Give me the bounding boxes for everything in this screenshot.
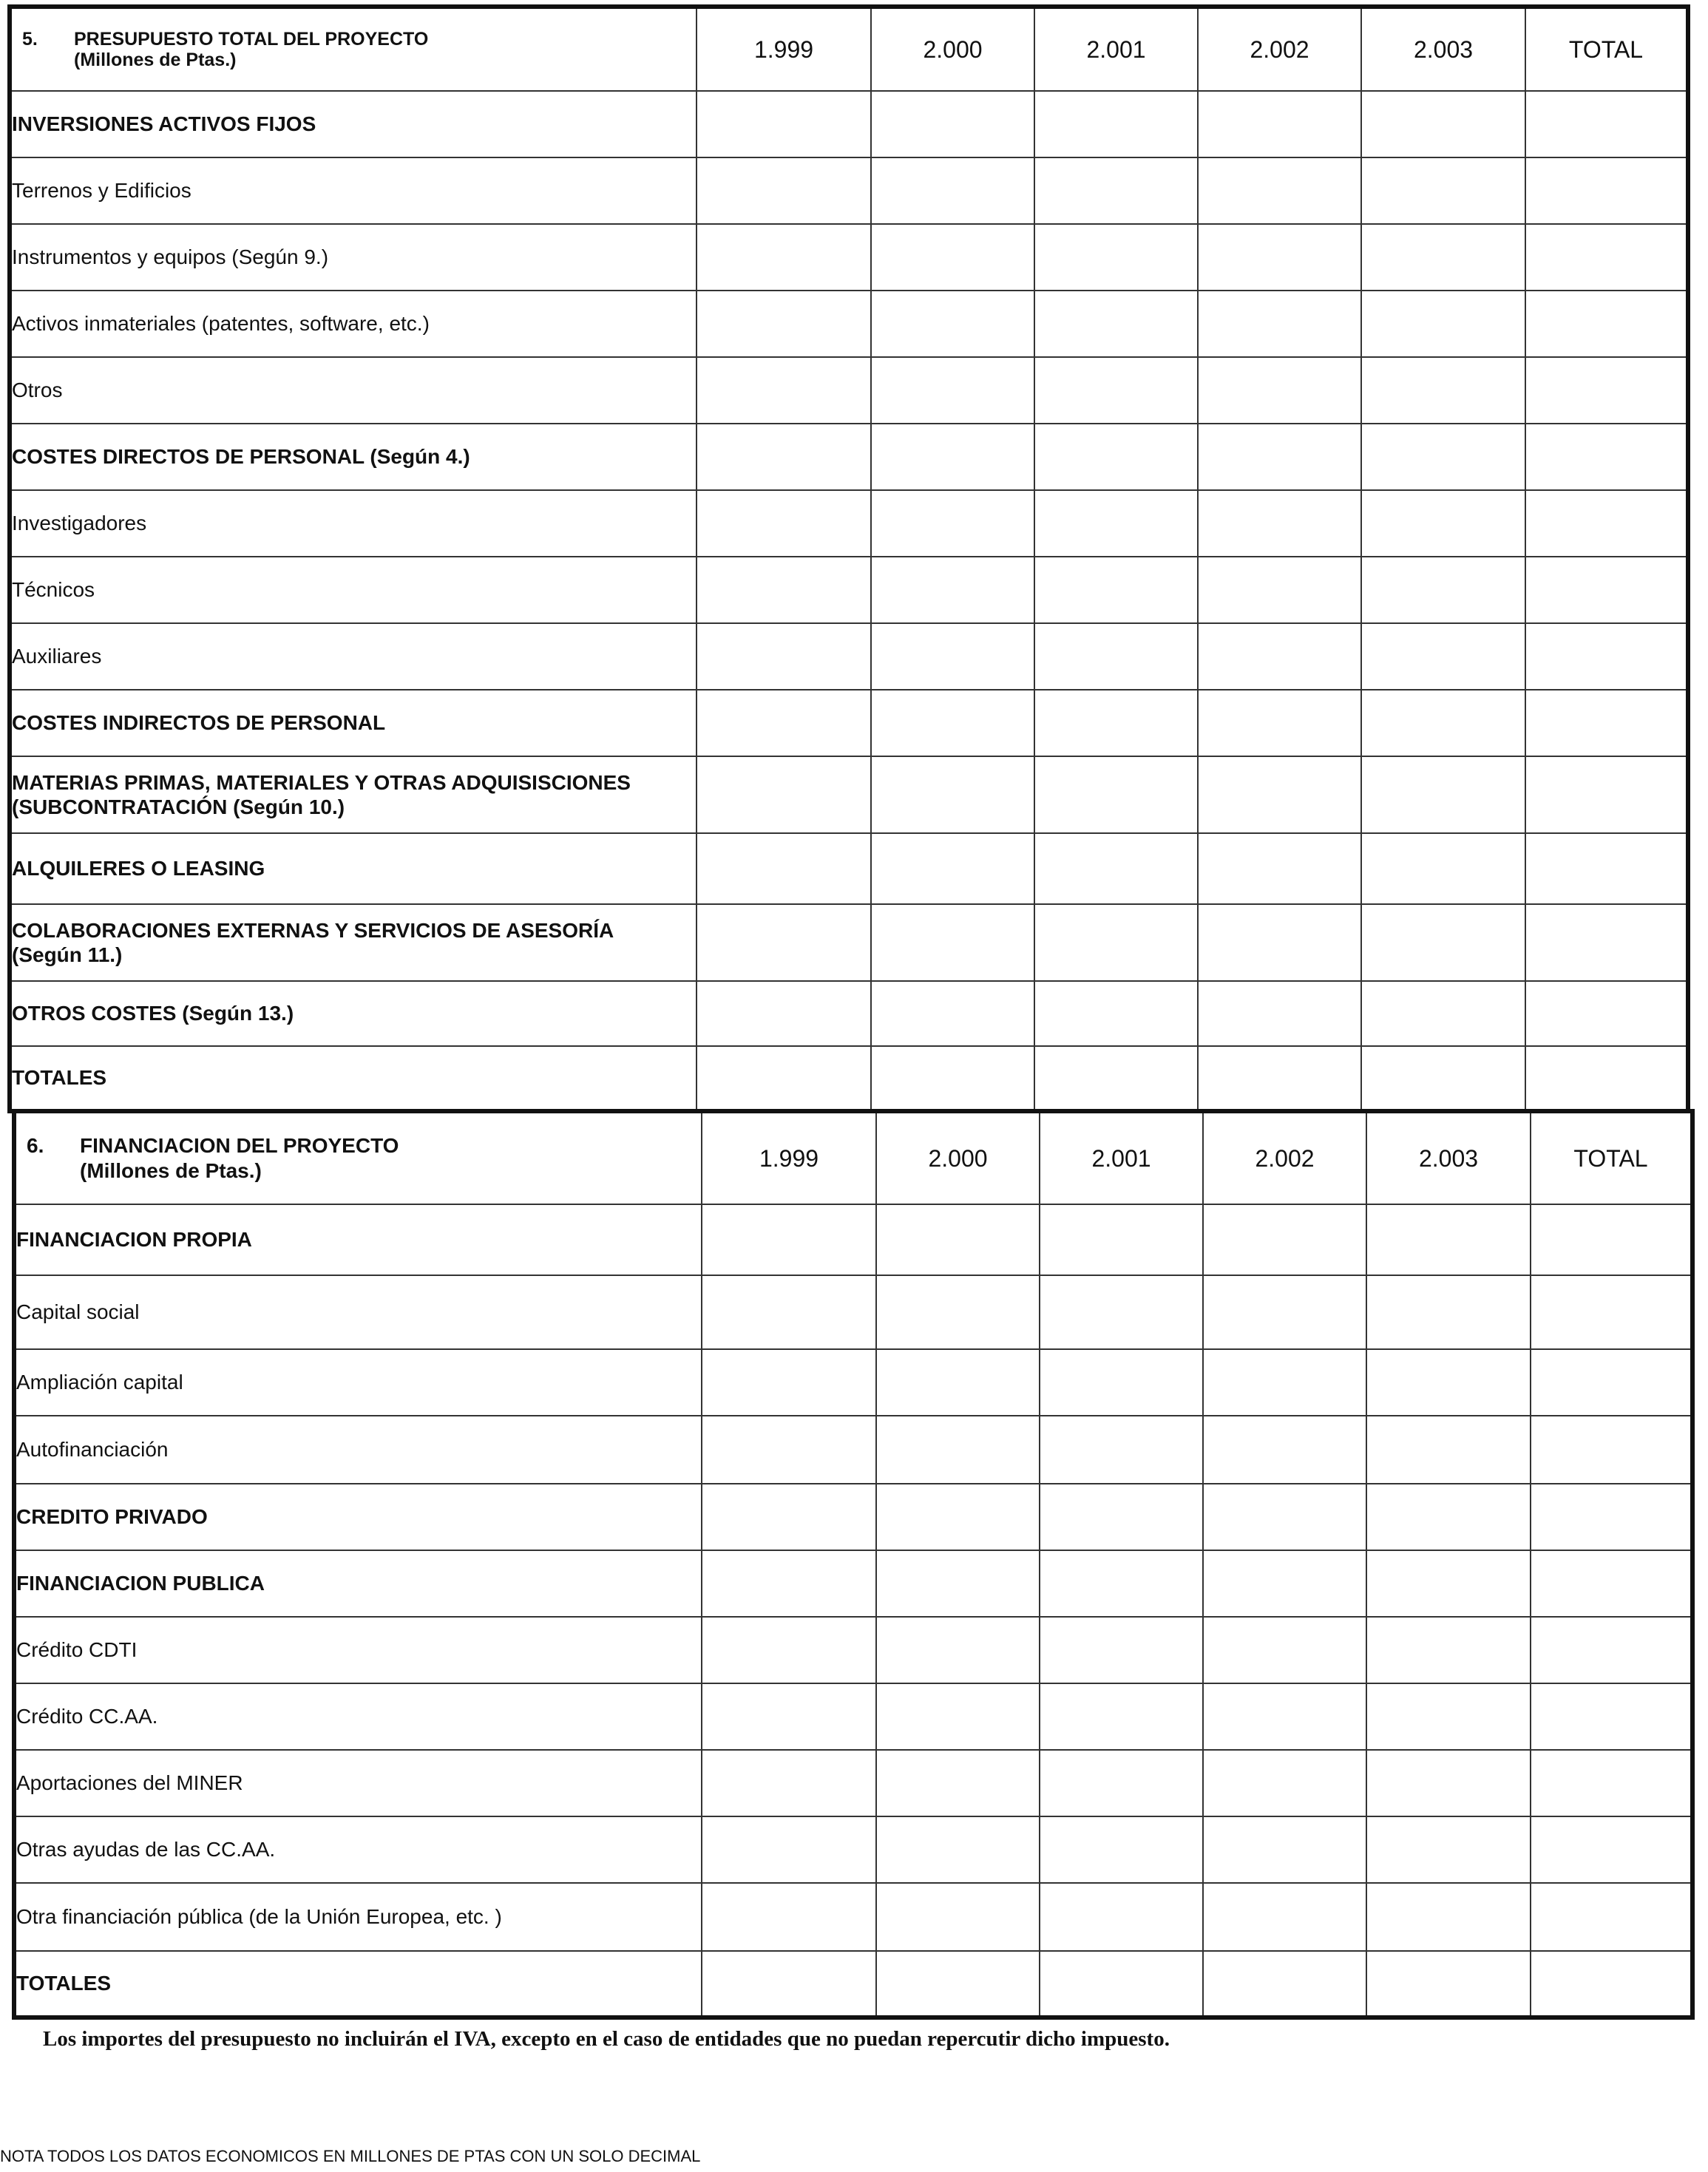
input-cell[interactable] [1366, 1750, 1531, 1816]
input-cell[interactable] [697, 756, 871, 833]
budget-row [10, 224, 1688, 291]
input-cell[interactable] [1361, 557, 1525, 623]
row-label-totales: TOTALES [14, 1951, 702, 2017]
input-cell[interactable] [1040, 1617, 1203, 1683]
input-cell[interactable] [1525, 157, 1688, 224]
budget-title: PRESUPUESTO TOTAL DEL PROYECTO [74, 29, 429, 50]
input-cell[interactable] [876, 1416, 1040, 1484]
total-cell[interactable] [1203, 1951, 1366, 2017]
input-cell[interactable] [697, 424, 871, 490]
input-cell[interactable] [1525, 224, 1688, 291]
input-cell[interactable] [1198, 91, 1361, 157]
input-cell[interactable] [1366, 1349, 1531, 1416]
input-cell[interactable] [871, 756, 1034, 833]
input-cell[interactable] [1531, 1617, 1692, 1683]
budget-row [10, 557, 1688, 623]
input-cell[interactable] [1361, 91, 1525, 157]
input-cell[interactable] [871, 291, 1034, 357]
input-cell[interactable] [1034, 981, 1198, 1046]
column-header-2000: 2.000 [876, 1111, 1040, 1204]
input-cell[interactable] [876, 1204, 1040, 1275]
total-cell[interactable] [1198, 1046, 1361, 1111]
financing-row [14, 1349, 1692, 1416]
input-cell[interactable] [1361, 291, 1525, 357]
input-cell[interactable] [1366, 1550, 1531, 1617]
input-cell[interactable] [876, 1484, 1040, 1550]
input-cell[interactable] [697, 981, 871, 1046]
input-cell[interactable] [697, 490, 871, 557]
input-cell[interactable] [702, 1349, 876, 1416]
input-cell[interactable] [697, 291, 871, 357]
financing-row [14, 1816, 1692, 1883]
input-cell[interactable] [1361, 690, 1525, 756]
budget-header-row [10, 7, 1688, 91]
row-label-costes-directos-personal: COSTES DIRECTOS DE PERSONAL (Según 4.) [10, 424, 697, 490]
input-cell[interactable] [1203, 1275, 1366, 1349]
input-cell[interactable] [1040, 1204, 1203, 1275]
budget-row [10, 424, 1688, 490]
row-label-costes-indirectos-personal: COSTES INDIRECTOS DE PERSONAL [10, 690, 697, 756]
input-cell[interactable] [871, 623, 1034, 690]
input-cell[interactable] [871, 557, 1034, 623]
input-cell[interactable] [702, 1883, 876, 1951]
input-cell[interactable] [1366, 1484, 1531, 1550]
input-cell[interactable] [1040, 1883, 1203, 1951]
financing-header-row [14, 1111, 1692, 1204]
input-cell[interactable] [871, 357, 1034, 424]
input-cell[interactable] [1525, 623, 1688, 690]
input-cell[interactable] [702, 1204, 876, 1275]
budget-row [10, 291, 1688, 357]
input-cell[interactable] [1198, 291, 1361, 357]
input-cell[interactable] [876, 1349, 1040, 1416]
budget-units: (Millones de Ptas.) [74, 50, 237, 70]
input-cell[interactable] [1034, 557, 1198, 623]
budget-table [7, 4, 1690, 1113]
input-cell[interactable] [1525, 981, 1688, 1046]
input-cell[interactable] [1361, 224, 1525, 291]
input-cell[interactable] [1361, 756, 1525, 833]
section-number: 6. [27, 1134, 44, 1157]
input-cell[interactable] [1366, 1204, 1531, 1275]
input-cell[interactable] [702, 1416, 876, 1484]
decimal-note: NOTA TODOS LOS DATOS ECONOMICOS EN MILLONES DE PTAS CON UN SOLO DECIMAL [0, 2147, 701, 2165]
input-cell[interactable] [1366, 1816, 1531, 1883]
total-cell[interactable] [1361, 1046, 1525, 1111]
input-cell[interactable] [1361, 833, 1525, 904]
financing-totals-row [14, 1951, 1692, 2017]
row-label-autofinanciacion: Autofinanciación [14, 1416, 702, 1484]
input-cell[interactable] [1203, 1416, 1366, 1484]
input-cell[interactable] [1531, 1484, 1692, 1550]
input-cell[interactable] [1040, 1750, 1203, 1816]
input-cell[interactable] [1198, 690, 1361, 756]
budget-row [10, 623, 1688, 690]
input-cell[interactable] [1034, 91, 1198, 157]
financing-row [14, 1617, 1692, 1683]
row-label-terrenos-edificios: Terrenos y Edificios [10, 157, 697, 224]
column-header-2002: 2.002 [1203, 1111, 1366, 1204]
row-label-inversiones-activos-fijos: INVERSIONES ACTIVOS FIJOS [10, 91, 697, 157]
row-label-financiacion-publica: FINANCIACION PUBLICA [14, 1550, 702, 1617]
input-cell[interactable] [1198, 833, 1361, 904]
column-header-2001: 2.001 [1040, 1111, 1203, 1204]
input-cell[interactable] [876, 1617, 1040, 1683]
budget-row [10, 490, 1688, 557]
input-cell[interactable] [697, 557, 871, 623]
total-cell[interactable] [871, 1046, 1034, 1111]
input-cell[interactable] [871, 424, 1034, 490]
input-cell[interactable] [702, 1617, 876, 1683]
row-label-otros-costes: OTROS COSTES (Según 13.) [10, 981, 697, 1046]
input-cell[interactable] [871, 690, 1034, 756]
budget-totals-row [10, 1046, 1688, 1111]
input-cell[interactable] [1525, 557, 1688, 623]
row-label-otra-financiacion-publica: Otra financiación pública (de la Unión Europea, etc. ) [14, 1883, 702, 1951]
input-cell[interactable] [697, 224, 871, 291]
financing-row [14, 1750, 1692, 1816]
input-cell[interactable] [1366, 1416, 1531, 1484]
column-header-2002: 2.002 [1198, 7, 1361, 91]
financing-row [14, 1683, 1692, 1750]
column-header-2000: 2.000 [871, 7, 1034, 91]
input-cell[interactable] [1525, 833, 1688, 904]
input-cell[interactable] [697, 690, 871, 756]
input-cell[interactable] [697, 157, 871, 224]
input-cell[interactable] [1034, 490, 1198, 557]
input-cell[interactable] [1531, 1416, 1692, 1484]
input-cell[interactable] [1198, 357, 1361, 424]
input-cell[interactable] [1198, 224, 1361, 291]
total-cell[interactable] [1531, 1951, 1692, 2017]
input-cell[interactable] [871, 833, 1034, 904]
input-cell[interactable] [876, 1683, 1040, 1750]
input-cell[interactable] [876, 1750, 1040, 1816]
input-cell[interactable] [1040, 1275, 1203, 1349]
input-cell[interactable] [1366, 1883, 1531, 1951]
input-cell[interactable] [1203, 1484, 1366, 1550]
budget-row [10, 833, 1688, 904]
column-header-1999: 1.999 [702, 1111, 876, 1204]
row-label-instrumentos-equipos: Instrumentos y equipos (Según 9.) [10, 224, 697, 291]
input-cell[interactable] [1203, 1349, 1366, 1416]
input-cell[interactable] [1198, 623, 1361, 690]
input-cell[interactable] [1361, 623, 1525, 690]
input-cell[interactable] [1525, 424, 1688, 490]
input-cell[interactable] [702, 1484, 876, 1550]
row-label-credito-ccaa: Crédito CC.AA. [14, 1683, 702, 1750]
input-cell[interactable] [1366, 1683, 1531, 1750]
input-cell[interactable] [1034, 904, 1198, 981]
input-cell[interactable] [1198, 424, 1361, 490]
budget-row [10, 357, 1688, 424]
input-cell[interactable] [1531, 1275, 1692, 1349]
input-cell[interactable] [702, 1550, 876, 1617]
input-cell[interactable] [876, 1550, 1040, 1617]
input-cell[interactable] [1040, 1349, 1203, 1416]
budget-row [10, 904, 1688, 981]
input-cell[interactable] [871, 490, 1034, 557]
input-cell[interactable] [1034, 833, 1198, 904]
input-cell[interactable] [697, 833, 871, 904]
row-label-tecnicos: Técnicos [10, 557, 697, 623]
row-label-materias-primas: MATERIAS PRIMAS, MATERIALES Y OTRAS ADQUISISCIONES (SUBCONTRATACIÓN (Según 10.) [10, 756, 697, 833]
column-header-2003: 2.003 [1366, 1111, 1531, 1204]
input-cell[interactable] [1531, 1550, 1692, 1617]
row-label-totales: TOTALES [10, 1046, 697, 1111]
input-cell[interactable] [1198, 557, 1361, 623]
input-cell[interactable] [1531, 1349, 1692, 1416]
input-cell[interactable] [871, 904, 1034, 981]
row-label-activos-inmateriales: Activos inmateriales (patentes, software, etc.) [10, 291, 697, 357]
total-cell[interactable] [697, 1046, 871, 1111]
budget-row [10, 756, 1688, 833]
input-cell[interactable] [1531, 1204, 1692, 1275]
input-cell[interactable] [1361, 357, 1525, 424]
input-cell[interactable] [1198, 756, 1361, 833]
input-cell[interactable] [876, 1816, 1040, 1883]
vat-note: Los importes del presupuesto no incluirán el IVA, excepto en el caso de entidades que no puedan repercutir dicho impuesto. [43, 2027, 1170, 2051]
financing-row [14, 1484, 1692, 1550]
input-cell[interactable] [702, 1275, 876, 1349]
input-cell[interactable] [1034, 623, 1198, 690]
input-cell[interactable] [697, 357, 871, 424]
input-cell[interactable] [1034, 157, 1198, 224]
input-cell[interactable] [1034, 756, 1198, 833]
input-cell[interactable] [1531, 1816, 1692, 1883]
input-cell[interactable] [1531, 1883, 1692, 1951]
input-cell[interactable] [1525, 357, 1688, 424]
input-cell[interactable] [1198, 157, 1361, 224]
column-header-1999: 1.999 [697, 7, 871, 91]
financing-row [14, 1275, 1692, 1349]
financing-units: (Millones de Ptas.) [80, 1159, 262, 1182]
row-label-aportaciones-miner: Aportaciones del MINER [14, 1750, 702, 1816]
column-header-total: TOTAL [1525, 7, 1688, 91]
input-cell[interactable] [1203, 1617, 1366, 1683]
input-cell[interactable] [702, 1683, 876, 1750]
total-cell[interactable] [702, 1951, 876, 2017]
budget-row [10, 157, 1688, 224]
financing-table [12, 1109, 1695, 2020]
input-cell[interactable] [1203, 1883, 1366, 1951]
row-label-alquileres-leasing: ALQUILERES O LEASING [10, 833, 697, 904]
input-cell[interactable] [1040, 1484, 1203, 1550]
input-cell[interactable] [1366, 1275, 1531, 1349]
input-cell[interactable] [1040, 1416, 1203, 1484]
financing-row [14, 1416, 1692, 1484]
input-cell[interactable] [1034, 357, 1198, 424]
financing-title: FINANCIACION DEL PROYECTO [80, 1134, 399, 1157]
input-cell[interactable] [1366, 1617, 1531, 1683]
row-label-otros: Otros [10, 357, 697, 424]
budget-row [10, 91, 1688, 157]
total-cell[interactable] [1525, 1046, 1688, 1111]
input-cell[interactable] [1525, 690, 1688, 756]
input-cell[interactable] [1040, 1550, 1203, 1617]
input-cell[interactable] [1034, 224, 1198, 291]
budget-row [10, 690, 1688, 756]
input-cell[interactable] [702, 1816, 876, 1883]
input-cell[interactable] [876, 1883, 1040, 1951]
financing-row [14, 1204, 1692, 1275]
input-cell[interactable] [1198, 490, 1361, 557]
budget-row [10, 981, 1688, 1046]
input-cell[interactable] [1361, 904, 1525, 981]
input-cell[interactable] [1203, 1550, 1366, 1617]
input-cell[interactable] [871, 157, 1034, 224]
total-cell[interactable] [1040, 1951, 1203, 2017]
input-cell[interactable] [1040, 1816, 1203, 1883]
row-label-auxiliares: Auxiliares [10, 623, 697, 690]
input-cell[interactable] [876, 1275, 1040, 1349]
input-cell[interactable] [1361, 157, 1525, 224]
column-header-2003: 2.003 [1361, 7, 1525, 91]
input-cell[interactable] [697, 904, 871, 981]
financing-row [14, 1883, 1692, 1951]
row-label-colaboraciones-externas: COLABORACIONES EXTERNAS Y SERVICIOS DE ASESORÍA (Según 11.) [10, 904, 697, 981]
input-cell[interactable] [1525, 490, 1688, 557]
column-header-2001: 2.001 [1034, 7, 1198, 91]
input-cell[interactable] [1525, 91, 1688, 157]
input-cell[interactable] [1040, 1683, 1203, 1750]
input-cell[interactable] [702, 1750, 876, 1816]
total-cell[interactable] [1034, 1046, 1198, 1111]
input-cell[interactable] [1203, 1204, 1366, 1275]
row-label-credito-cdti: Crédito CDTI [14, 1617, 702, 1683]
input-cell[interactable] [871, 91, 1034, 157]
total-cell[interactable] [1366, 1951, 1531, 2017]
input-cell[interactable] [1361, 424, 1525, 490]
financing-title-cell [14, 1111, 702, 1204]
row-label-otras-ayudas-ccaa: Otras ayudas de las CC.AA. [14, 1816, 702, 1883]
input-cell[interactable] [1531, 1750, 1692, 1816]
input-cell[interactable] [1034, 424, 1198, 490]
input-cell[interactable] [1531, 1683, 1692, 1750]
input-cell[interactable] [697, 623, 871, 690]
input-cell[interactable] [871, 224, 1034, 291]
input-cell[interactable] [1525, 291, 1688, 357]
input-cell[interactable] [1198, 904, 1361, 981]
section-number: 5. [22, 29, 38, 50]
budget-title-cell [10, 7, 697, 91]
row-label-investigadores: Investigadores [10, 490, 697, 557]
total-cell[interactable] [876, 1951, 1040, 2017]
input-cell[interactable] [1034, 690, 1198, 756]
row-label-credito-privado: CREDITO PRIVADO [14, 1484, 702, 1550]
input-cell[interactable] [1361, 490, 1525, 557]
input-cell[interactable] [871, 981, 1034, 1046]
input-cell[interactable] [697, 91, 871, 157]
input-cell[interactable] [1525, 756, 1688, 833]
row-label-ampliacion-capital: Ampliación capital [14, 1349, 702, 1416]
row-label-capital-social: Capital social [14, 1275, 702, 1349]
input-cell[interactable] [1203, 1683, 1366, 1750]
input-cell[interactable] [1525, 904, 1688, 981]
financing-row [14, 1550, 1692, 1617]
input-cell[interactable] [1034, 291, 1198, 357]
row-label-financiacion-propia: FINANCIACION PROPIA [14, 1204, 702, 1275]
input-cell[interactable] [1198, 981, 1361, 1046]
input-cell[interactable] [1203, 1816, 1366, 1883]
column-header-total: TOTAL [1531, 1111, 1692, 1204]
input-cell[interactable] [1361, 981, 1525, 1046]
input-cell[interactable] [1203, 1750, 1366, 1816]
